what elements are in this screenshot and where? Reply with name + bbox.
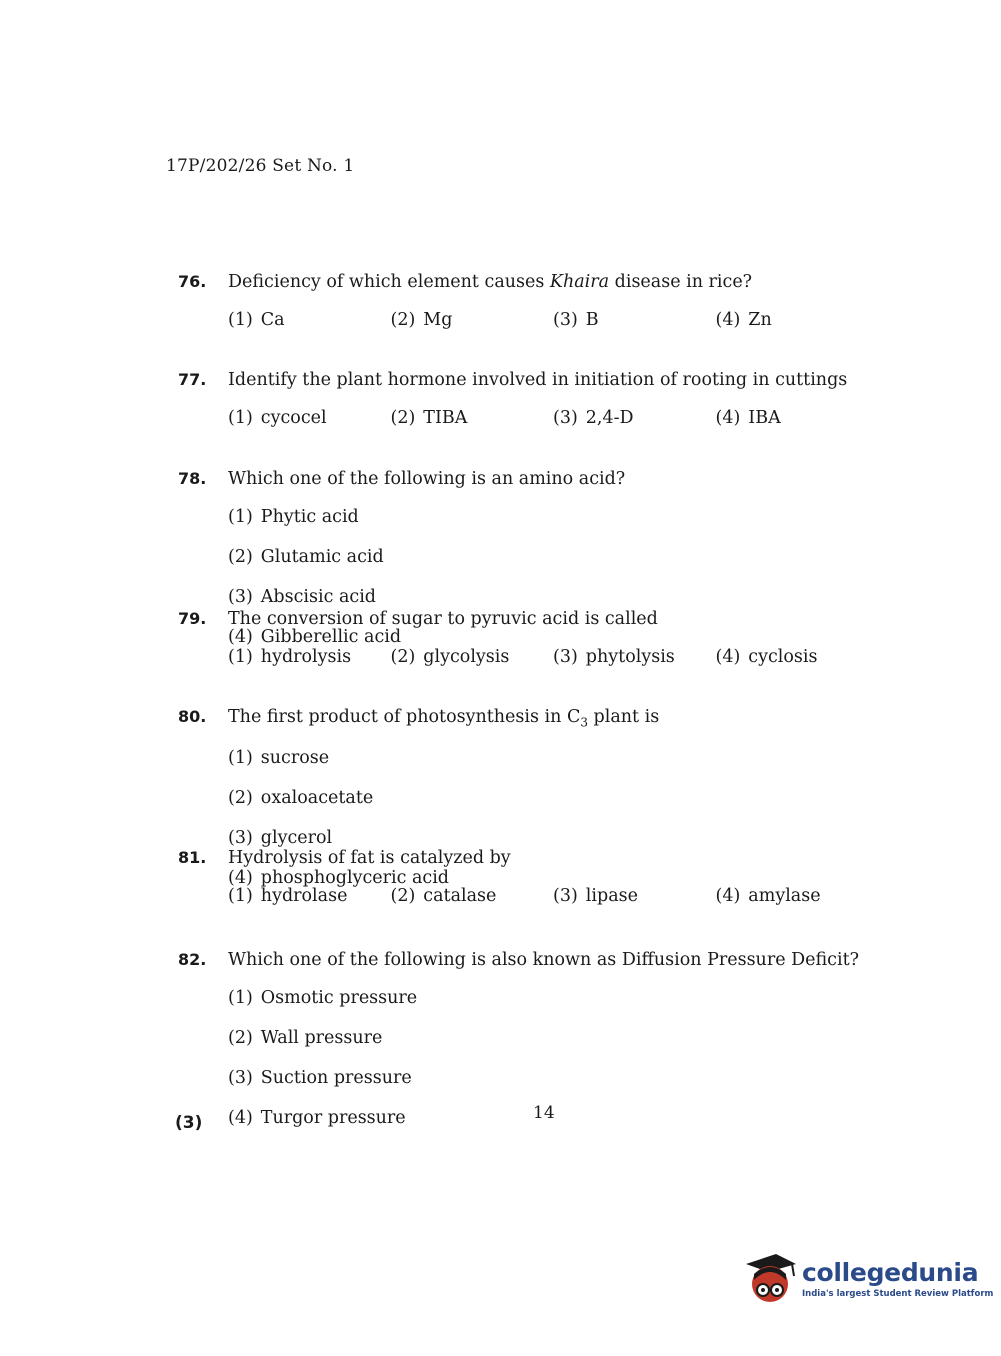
question-text: Deficiency of which element causes Khaira disease in rice? (228, 272, 753, 292)
logo-tagline: India's largest Student Review Platform (802, 1288, 994, 1299)
option-2: (2) Wall pressure (228, 1028, 383, 1048)
question-number: 78. (178, 469, 207, 488)
question-text: The first product of photosynthesis in $C_3$ plant is (228, 707, 660, 730)
set-code: (3) (175, 1113, 203, 1133)
option-2: (2) Glutamic acid (228, 547, 384, 567)
option-2: (2) Mg (390, 310, 453, 330)
option-4: (4) Turgor pressure (228, 1108, 406, 1128)
question-number: 81. (178, 848, 207, 867)
option-3: (3) glycerol (228, 827, 333, 848)
question-number: 77. (178, 370, 207, 389)
option-1: (1) sucrose (228, 747, 330, 768)
page-number: 14 (533, 1103, 555, 1123)
logo-name: collegedunia (802, 1257, 979, 1287)
option-2: (2) catalase (390, 886, 497, 906)
option-3: (3) 2,4-D (553, 408, 634, 428)
option-3: (3) B (553, 310, 599, 330)
question-number: 76. (178, 272, 207, 291)
option-3: (3) Abscisic acid (228, 587, 376, 607)
page-header-code: 17P/202/26 Set No. 1 (166, 156, 355, 176)
option-2: (2) glycolysis (390, 647, 510, 667)
options-grid (228, 988, 878, 1148)
student-mascot-icon (742, 1250, 798, 1306)
option-1: (1) hydrolase (228, 886, 348, 906)
question-number: 82. (178, 950, 207, 969)
option-4: (4) Gibberellic acid (228, 627, 402, 647)
option-4: (4) phosphoglyceric acid (228, 867, 449, 888)
option-3: (3) Suction pressure (228, 1068, 412, 1088)
question-text: Identify the plant hormone involved in initiation of rooting in cuttings (228, 370, 848, 390)
options-row (228, 310, 878, 330)
option-4: (4) IBA (715, 408, 781, 428)
option-1: (1) cycocel (228, 408, 327, 428)
option-4: (4) Zn (715, 310, 772, 330)
question-number: 80. (178, 707, 207, 726)
question-text: The conversion of sugar to pyruvic acid is called (228, 609, 658, 629)
question-76 (178, 272, 878, 330)
question-text: Hydrolysis of fat is catalyzed by (228, 848, 511, 868)
question-77 (178, 370, 878, 428)
question-text: Which one of the following is an amino acid? (228, 469, 626, 489)
question-81 (178, 848, 878, 906)
option-2: (2) oxaloacetate (228, 787, 374, 808)
option-3: (3) phytolysis (553, 647, 675, 667)
collegedunia-logo (742, 1250, 993, 1306)
option-4: (4) cyclosis (715, 647, 818, 667)
option-4: (4) amylase (715, 886, 821, 906)
option-3: (3) lipase (553, 886, 638, 906)
options-row (228, 886, 878, 906)
question-79 (178, 609, 878, 667)
options-row (228, 647, 878, 667)
option-1: (1) Phytic acid (228, 507, 359, 527)
option-1: (1) hydrolysis (228, 647, 352, 667)
option-1: (1) Osmotic pressure (228, 988, 418, 1008)
options-row (228, 408, 878, 428)
question-82 (178, 950, 878, 1148)
option-2: (2) TIBA (390, 408, 468, 428)
question-number: 79. (178, 609, 207, 628)
option-1: (1) Ca (228, 310, 285, 330)
question-text: Which one of the following is also known as Diffusion Pressure Deficit? (228, 950, 859, 970)
